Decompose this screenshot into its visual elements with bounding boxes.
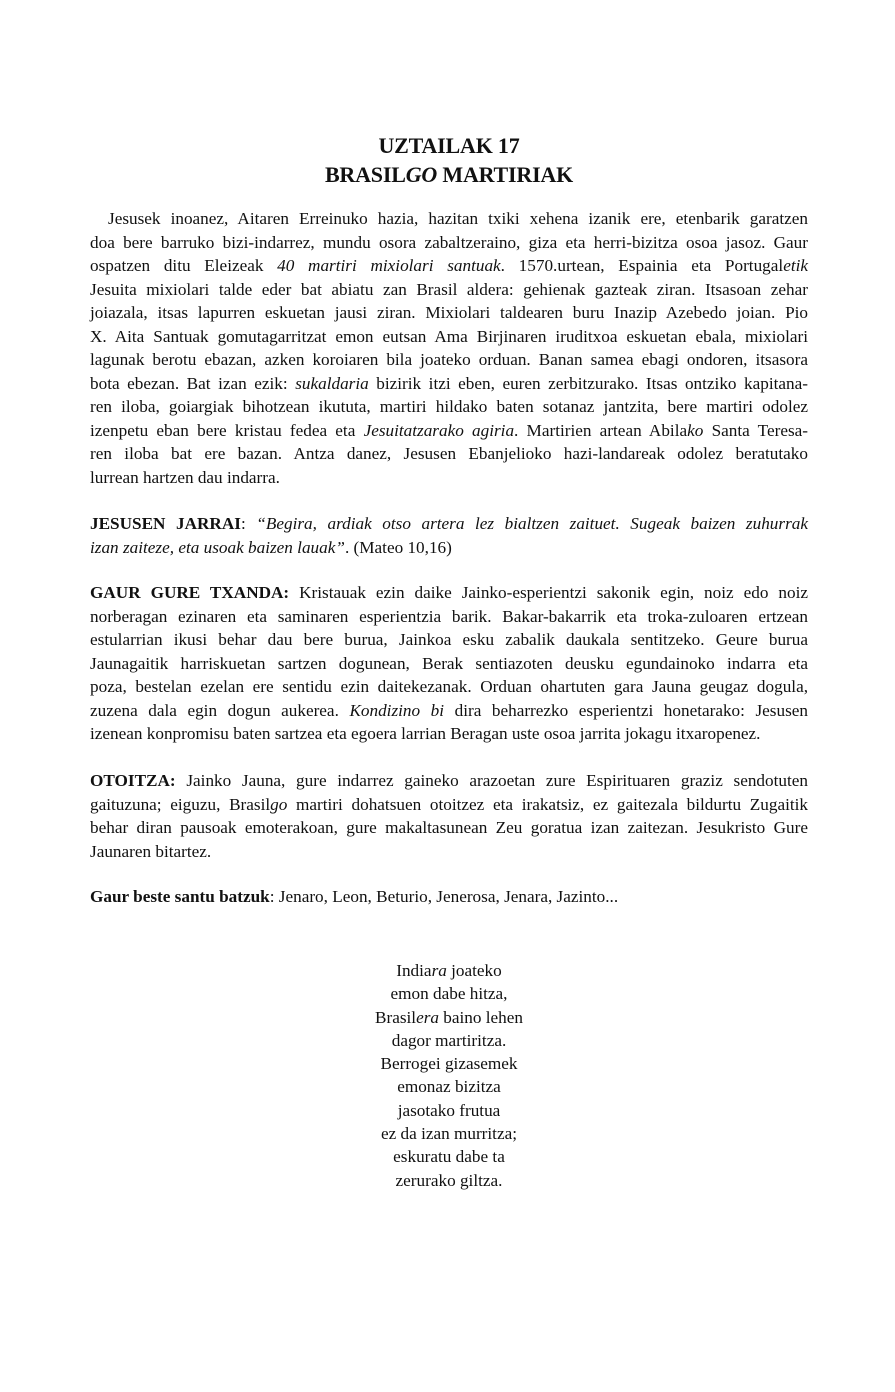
text-line xyxy=(90,231,808,255)
poem-line xyxy=(90,1169,808,1192)
feast-heading: BRASILGO MARTIRIAK xyxy=(324,162,574,187)
text-line xyxy=(90,628,808,652)
text-run: izenpetu eban bere kristau fedea eta xyxy=(90,420,364,440)
text-line xyxy=(90,325,808,349)
text-line xyxy=(90,395,808,419)
text-run: sukaldaria xyxy=(295,373,369,393)
poem-line xyxy=(90,1029,808,1052)
date-heading: UZTAILAK 17 xyxy=(378,133,520,158)
text-run: joiazala, itsas lapurren eskuetan jausi ziran. Mixiolari taldearen buru Inazip Azebedo joian. Pio xyxy=(90,303,808,322)
text-line xyxy=(90,605,808,629)
text-run: OTOITZA: xyxy=(90,771,176,790)
text-line xyxy=(90,722,808,746)
text-run: “Begira, ardiak otso artera lez bialtzen zaituet. Sugeak baizen zuhurrak xyxy=(256,514,808,533)
text-line xyxy=(90,207,808,231)
text-line xyxy=(90,348,808,372)
text-run: X. Aita Santuak gomutagarritzat emon eutsan Ama Birjinaren iruditxoa eskuetan ebala, mixiolari xyxy=(90,326,808,346)
text-run: era xyxy=(416,1007,439,1027)
text-run: ez da izan murritza; xyxy=(381,1124,517,1144)
text-line xyxy=(90,536,808,560)
poem-line xyxy=(90,982,808,1005)
text-run: Kristauak ezin daike Jainko-esperientzi sakonik egin, noiz edo noiz xyxy=(289,583,808,602)
text-run: Jesuita mixiolari talde eder bat abiatu zan Brasil aldera: gehienak gazteak ziran. Itsasoan zehar xyxy=(90,279,808,299)
text-line xyxy=(90,885,808,909)
text-line xyxy=(90,466,808,490)
text-run: Jaunagaitik harriskuetan sartzen dogunean, Berak sentiazoten deusku egundainoko indarra eta xyxy=(90,653,808,673)
text-run: behar diran pausoak emoterakoan, gure makaltasunean Zeu goratua izan zaitezan. Jesukristo Gure xyxy=(90,818,808,837)
text-run: Santa Teresa- xyxy=(703,420,808,440)
text-line xyxy=(90,278,808,302)
text-run: dagor martiritza. xyxy=(391,1030,507,1050)
text-line xyxy=(90,442,808,466)
gaur-gure-txanda-section xyxy=(90,581,808,746)
text-run: . (Mateo 10,16) xyxy=(344,537,452,557)
text-line xyxy=(90,793,808,817)
page-title xyxy=(90,131,808,189)
text-run: baino lehen xyxy=(438,1007,523,1027)
text-run: bizirik itzi eben, euren zerbitzurako. Itsas ontziko kapitana- xyxy=(368,373,808,393)
text-run: estularrian ikusi behar dau bere burua, Jainkoa esku zabalik daukala sentitzeko. Geure burua xyxy=(90,630,808,649)
text-run: Gaur beste santu batzuk xyxy=(90,887,270,906)
text-line xyxy=(90,769,808,793)
poem-line xyxy=(90,1145,808,1168)
text-line xyxy=(90,816,808,840)
text-run: norberagan ezinaren eta saminaren esperientzia barik. Bakar-bakarrik eta troka-zuloaren ertzean xyxy=(90,606,808,626)
text-run: etik xyxy=(783,256,808,275)
poem-line xyxy=(90,959,808,982)
text-run: : xyxy=(240,514,257,533)
text-run: gaituzuna; eiguzu, Brasil xyxy=(90,794,271,814)
text-run: Jesuitatzarako agiria xyxy=(363,420,515,440)
text-run: Kondizino bi xyxy=(349,700,445,720)
text-run: GAUR GURE TXANDA: xyxy=(90,583,290,602)
text-run: emonaz bizitza xyxy=(397,1077,501,1097)
text-run: izan zaiteze, eta usoak baizen lauak” xyxy=(90,537,345,557)
text-line xyxy=(90,254,808,278)
poem-line xyxy=(90,1052,808,1075)
text-run: eskuratu dabe ta xyxy=(393,1147,505,1167)
text-run: Jesusek inoanez, Aitaren Erreinuko hazia, hazitan txiki xehena izanik ere, etenbarik garatzen xyxy=(108,209,808,228)
text-run: go xyxy=(270,794,288,814)
text-run: zerurako giltza. xyxy=(395,1170,503,1190)
text-line xyxy=(90,675,808,699)
poem-line xyxy=(90,1099,808,1122)
text-run: Jaunaren bitartez. xyxy=(90,841,212,861)
text-run: . Martirien artean Abila xyxy=(514,420,688,440)
text-run: Jainko Jauna, gure indarrez gaineko arazoetan zure Espirituaren graziz sendotuten xyxy=(175,771,808,790)
text-line xyxy=(90,699,808,723)
text-run: . 1570.urtean, Espainia eta Portugal xyxy=(500,256,784,275)
text-run: zuzena dala egin dogun aukerea. xyxy=(90,700,350,720)
poem xyxy=(90,959,808,1192)
text-run: bota ebezan. Bat izan ezik: xyxy=(90,373,296,393)
text-line xyxy=(90,581,808,605)
text-run: ren iloba bat ere bazan. Antza danez, Jesusen Ebanjelioko hazi-landareak odolez beratutako xyxy=(90,444,808,463)
text-run: Berrogei gizasemek xyxy=(380,1054,518,1074)
text-line xyxy=(90,301,808,325)
text-run: martiri dohatsuen otoitzez eta irakatsiz, ez gaitezala bildurtu Zugaitik xyxy=(287,794,808,814)
intro-paragraph xyxy=(90,207,808,489)
text-run: poza, bestelan ezelan ere sentidu ezin daitekezanak. Orduan ohartuten gara Jauna geugaz dogula, xyxy=(90,677,808,696)
text-run: izenean konpromisu baten sartzea eta egoera larrian Beragan uste osoa jarrita jokagu itxaropenez. xyxy=(90,724,761,743)
text-run: emon dabe hitza, xyxy=(390,984,508,1004)
text-run: : Jenaro, Leon, Beturio, Jenerosa, Jenara, Jazinto... xyxy=(269,887,619,906)
text-run: jasotako frutua xyxy=(397,1100,501,1120)
otoitza-section xyxy=(90,769,808,863)
text-run: JESUSEN JARRAI xyxy=(90,514,241,533)
text-run: lurrean hartzen dau indarra. xyxy=(90,467,280,487)
text-run: Brasil xyxy=(375,1007,417,1027)
text-line xyxy=(90,840,808,864)
text-line xyxy=(90,419,808,443)
text-line xyxy=(90,372,808,396)
text-run: ospatzen ditu Eleizeak xyxy=(90,256,278,275)
text-line xyxy=(90,652,808,676)
text-run: lagunak berotu ebazan, azken koroiaren bila joateko orduan. Banan samea ebagi ondoren, itsasora xyxy=(90,350,808,369)
text-run: doa bere barruko bizi-indarrez, mundu osora zabaltzeraino, giza eta herri-bizitza osoa jasoz. Gaur xyxy=(90,232,808,252)
jesusen-jarrai-section xyxy=(90,512,808,559)
text-run: 40 martiri mixiolari santuak xyxy=(277,256,501,275)
text-line xyxy=(90,512,808,536)
beste-santuak-section xyxy=(90,885,808,909)
poem-line xyxy=(90,1006,808,1029)
text-run: dira beharrezko esperientzi honetarako: Jesusen xyxy=(444,700,808,720)
poem-line xyxy=(90,1075,808,1098)
text-run: India xyxy=(396,961,432,980)
text-run: ren iloba, goiargiak bihotzean ikututa, martiri hildako baten sotanaz jantzita, bere martiri odolez xyxy=(90,397,808,416)
text-run: ko xyxy=(687,420,704,440)
text-run: joateko xyxy=(446,961,502,980)
poem-line xyxy=(90,1122,808,1145)
text-run: ra xyxy=(431,961,447,980)
